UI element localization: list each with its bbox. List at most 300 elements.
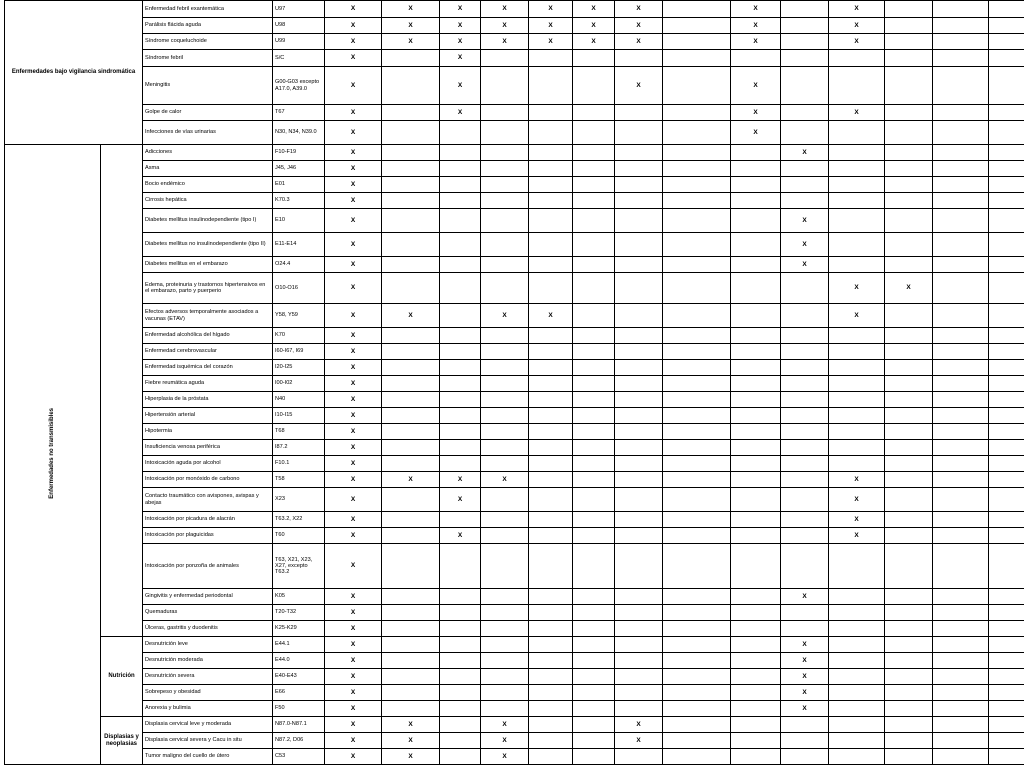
mark-cell (382, 360, 440, 376)
x-mark: X (573, 1, 615, 18)
mark-cell (781, 717, 829, 733)
icd-code-cell: K70 (273, 328, 325, 344)
disease-name-cell: Displasia cervical severa y Cacu in situ (143, 733, 273, 749)
mark-cell (615, 685, 663, 701)
mark-cell (663, 621, 731, 637)
mark-cell (529, 605, 573, 621)
x-mark: X (829, 472, 885, 488)
mark-cell (989, 512, 1024, 528)
mark-cell (731, 472, 781, 488)
x-mark: X (382, 717, 440, 733)
mark-cell (933, 637, 989, 653)
icd-code-cell: X23 (273, 488, 325, 512)
mark-cell (989, 408, 1024, 424)
table-row (5, 749, 1024, 765)
mark-cell (731, 408, 781, 424)
mark-cell (829, 161, 885, 177)
mark-cell (573, 440, 615, 456)
subgroup-empty-cell (101, 145, 143, 637)
mark-cell (663, 121, 731, 145)
mark-cell (529, 637, 573, 653)
mark-cell (885, 177, 933, 193)
mark-cell (781, 512, 829, 528)
mark-cell (382, 273, 440, 304)
mark-cell (933, 392, 989, 408)
table-row (5, 34, 1024, 50)
x-mark: X (382, 472, 440, 488)
mark-cell (382, 376, 440, 392)
mark-cell (573, 605, 615, 621)
x-mark: X (615, 67, 663, 105)
x-mark: X (325, 376, 382, 392)
mark-cell (989, 376, 1024, 392)
mark-cell (829, 392, 885, 408)
x-mark: X (325, 669, 382, 685)
mark-cell (663, 528, 731, 544)
mark-cell (885, 145, 933, 161)
mark-cell (933, 121, 989, 145)
x-mark: X (325, 701, 382, 717)
mark-cell (440, 392, 481, 408)
mark-cell (885, 328, 933, 344)
mark-cell (481, 273, 529, 304)
mark-cell (989, 605, 1024, 621)
mark-cell (933, 733, 989, 749)
mark-cell (663, 50, 731, 67)
mark-cell (529, 669, 573, 685)
table-row (5, 733, 1024, 749)
mark-cell (731, 257, 781, 273)
mark-cell (440, 701, 481, 717)
mark-cell (731, 733, 781, 749)
x-mark: X (829, 528, 885, 544)
table-row (5, 605, 1024, 621)
x-mark: X (885, 273, 933, 304)
disease-surveillance-table (4, 0, 1024, 765)
mark-cell (885, 621, 933, 637)
x-mark: X (481, 34, 529, 50)
mark-cell (885, 528, 933, 544)
mark-cell (615, 161, 663, 177)
disease-name-cell: Úlceras, gastritis y duodenitis (143, 621, 273, 637)
x-mark: X (440, 50, 481, 67)
mark-cell (829, 685, 885, 701)
mark-cell (989, 1, 1024, 18)
table-row (5, 653, 1024, 669)
mark-cell (885, 685, 933, 701)
icd-code-cell: N40 (273, 392, 325, 408)
mark-cell (663, 424, 731, 440)
mark-cell (829, 360, 885, 376)
x-mark: X (440, 67, 481, 105)
mark-cell (781, 18, 829, 34)
x-mark: X (440, 18, 481, 34)
mark-cell (529, 528, 573, 544)
mark-cell (573, 304, 615, 328)
mark-cell (989, 360, 1024, 376)
mark-cell (731, 701, 781, 717)
disease-name-cell: Enfermedad alcohólica del hígado (143, 328, 273, 344)
mark-cell (731, 440, 781, 456)
mark-cell (933, 105, 989, 121)
x-mark: X (325, 121, 382, 145)
mark-cell (529, 456, 573, 472)
mark-cell (933, 408, 989, 424)
mark-cell (829, 621, 885, 637)
mark-cell (731, 456, 781, 472)
disease-name-cell: Desnutrición moderada (143, 653, 273, 669)
disease-name-cell: Diabetes mellitus no insulinodependiente (tipo II) (143, 233, 273, 257)
table-row (5, 456, 1024, 472)
mark-cell (885, 544, 933, 589)
table-row (5, 193, 1024, 209)
mark-cell (731, 392, 781, 408)
mark-cell (663, 233, 731, 257)
mark-cell (989, 528, 1024, 544)
mark-cell (440, 257, 481, 273)
mark-cell (933, 749, 989, 765)
mark-cell (885, 392, 933, 408)
icd-code-cell: K25-K29 (273, 621, 325, 637)
mark-cell (481, 376, 529, 392)
mark-cell (989, 257, 1024, 273)
mark-cell (885, 67, 933, 105)
disease-name-cell: Fiebre reumática aguda (143, 376, 273, 392)
disease-name-cell: Diabetes mellitus insulinodependiente (tipo I) (143, 209, 273, 233)
mark-cell (382, 685, 440, 701)
mark-cell (663, 67, 731, 105)
x-mark: X (781, 637, 829, 653)
x-mark: X (325, 528, 382, 544)
mark-cell (481, 653, 529, 669)
mark-cell (481, 424, 529, 440)
mark-cell (731, 424, 781, 440)
mark-cell (615, 121, 663, 145)
x-mark: X (781, 257, 829, 273)
icd-code-cell: E11-E14 (273, 233, 325, 257)
x-mark: X (615, 733, 663, 749)
mark-cell (731, 637, 781, 653)
mark-cell (885, 376, 933, 392)
icd-code-cell: I00-I02 (273, 376, 325, 392)
mark-cell (933, 257, 989, 273)
mark-cell (615, 653, 663, 669)
mark-cell (781, 488, 829, 512)
mark-cell (573, 717, 615, 733)
mark-cell (829, 233, 885, 257)
table-row (5, 344, 1024, 360)
x-mark: X (440, 1, 481, 18)
mark-cell (615, 488, 663, 512)
mark-cell (781, 376, 829, 392)
mark-cell (615, 209, 663, 233)
mark-cell (529, 440, 573, 456)
icd-code-cell: K05 (273, 589, 325, 605)
table-row (5, 360, 1024, 376)
mark-cell (885, 653, 933, 669)
x-mark: X (325, 424, 382, 440)
mark-cell (933, 701, 989, 717)
icd-code-cell: F50 (273, 701, 325, 717)
table-row (5, 67, 1024, 105)
mark-cell (481, 121, 529, 145)
x-mark: X (325, 456, 382, 472)
mark-cell (933, 161, 989, 177)
mark-cell (885, 424, 933, 440)
icd-code-cell: Y58, Y59 (273, 304, 325, 328)
mark-cell (781, 304, 829, 328)
mark-cell (440, 733, 481, 749)
table-row (5, 717, 1024, 733)
mark-cell (663, 257, 731, 273)
mark-cell (615, 328, 663, 344)
mark-cell (885, 717, 933, 733)
disease-name-cell: Asma (143, 161, 273, 177)
mark-cell (529, 544, 573, 589)
mark-cell (440, 344, 481, 360)
disease-name-cell: Edema, proteinuria y trastornos hipertensivos en el embarazo, parto y puerperio (143, 273, 273, 304)
mark-cell (781, 472, 829, 488)
icd-code-cell: O10-O16 (273, 273, 325, 304)
mark-cell (440, 273, 481, 304)
mark-cell (781, 424, 829, 440)
mark-cell (933, 34, 989, 50)
mark-cell (989, 145, 1024, 161)
mark-cell (731, 605, 781, 621)
mark-cell (933, 273, 989, 304)
mark-cell (573, 589, 615, 605)
icd-code-cell: F10-F19 (273, 145, 325, 161)
mark-cell (731, 717, 781, 733)
mark-cell (663, 669, 731, 685)
mark-cell (933, 145, 989, 161)
table-row (5, 392, 1024, 408)
mark-cell (529, 233, 573, 257)
mark-cell (440, 621, 481, 637)
mark-cell (382, 257, 440, 273)
mark-cell (731, 193, 781, 209)
mark-cell (382, 67, 440, 105)
mark-cell (529, 257, 573, 273)
x-mark: X (829, 34, 885, 50)
mark-cell (663, 733, 731, 749)
mark-cell (440, 145, 481, 161)
mark-cell (382, 528, 440, 544)
mark-cell (382, 161, 440, 177)
mark-cell (573, 193, 615, 209)
table-row (5, 528, 1024, 544)
disease-name-cell: Contacto traumático con avispones, avispas y abejas (143, 488, 273, 512)
disease-name-cell: Intoxicación aguda por alcohol (143, 456, 273, 472)
mark-cell (933, 589, 989, 605)
mark-cell (615, 621, 663, 637)
mark-cell (615, 392, 663, 408)
mark-cell (481, 193, 529, 209)
disease-name-cell: Enfermedad cerebrovascular (143, 344, 273, 360)
x-mark: X (325, 161, 382, 177)
mark-cell (731, 589, 781, 605)
mark-cell (663, 105, 731, 121)
mark-cell (933, 544, 989, 589)
mark-cell (663, 605, 731, 621)
mark-cell (663, 304, 731, 328)
group-label-vertical-cell (5, 145, 101, 765)
disease-name-cell: Quemaduras (143, 605, 273, 621)
mark-cell (885, 344, 933, 360)
mark-cell (615, 512, 663, 528)
mark-cell (481, 145, 529, 161)
x-mark: X (781, 653, 829, 669)
mark-cell (481, 528, 529, 544)
mark-cell (573, 621, 615, 637)
mark-cell (781, 344, 829, 360)
mark-cell (731, 653, 781, 669)
x-mark: X (325, 344, 382, 360)
x-mark: X (529, 18, 573, 34)
mark-cell (663, 392, 731, 408)
mark-cell (989, 685, 1024, 701)
x-mark: X (481, 717, 529, 733)
mark-cell (885, 669, 933, 685)
mark-cell (481, 456, 529, 472)
x-mark: X (325, 544, 382, 589)
x-mark: X (325, 257, 382, 273)
mark-cell (989, 193, 1024, 209)
table-row (5, 440, 1024, 456)
mark-cell (781, 161, 829, 177)
mark-cell (382, 589, 440, 605)
x-mark: X (781, 701, 829, 717)
icd-code-cell: U98 (273, 18, 325, 34)
mark-cell (615, 424, 663, 440)
mark-cell (933, 653, 989, 669)
mark-cell (573, 424, 615, 440)
mark-cell (615, 528, 663, 544)
mark-cell (573, 528, 615, 544)
x-mark: X (325, 328, 382, 344)
mark-cell (731, 685, 781, 701)
x-mark: X (481, 18, 529, 34)
mark-cell (663, 360, 731, 376)
x-mark: X (481, 1, 529, 18)
icd-code-cell: I20-I25 (273, 360, 325, 376)
mark-cell (382, 621, 440, 637)
disease-name-cell: Desnutrición leve (143, 637, 273, 653)
icd-code-cell: N87.0-N87.1 (273, 717, 325, 733)
mark-cell (663, 488, 731, 512)
mark-cell (382, 193, 440, 209)
icd-code-cell: E40-E43 (273, 669, 325, 685)
mark-cell (573, 544, 615, 589)
mark-cell (663, 209, 731, 233)
table-row (5, 488, 1024, 512)
mark-cell (989, 637, 1024, 653)
mark-cell (829, 209, 885, 233)
mark-cell (731, 544, 781, 589)
disease-name-cell: Parálisis flácida aguda (143, 18, 273, 34)
table-row (5, 328, 1024, 344)
mark-cell (615, 304, 663, 328)
mark-cell (989, 161, 1024, 177)
table-row (5, 209, 1024, 233)
mark-cell (885, 605, 933, 621)
mark-cell (781, 408, 829, 424)
mark-cell (615, 145, 663, 161)
mark-cell (481, 50, 529, 67)
mark-cell (615, 589, 663, 605)
mark-cell (529, 50, 573, 67)
mark-cell (933, 488, 989, 512)
mark-cell (933, 472, 989, 488)
x-mark: X (325, 653, 382, 669)
mark-cell (731, 304, 781, 328)
mark-cell (933, 717, 989, 733)
mark-cell (731, 512, 781, 528)
table-row (5, 145, 1024, 161)
x-mark: X (382, 1, 440, 18)
mark-cell (781, 121, 829, 145)
mark-cell (933, 456, 989, 472)
mark-cell (731, 749, 781, 765)
mark-cell (529, 408, 573, 424)
mark-cell (781, 273, 829, 304)
mark-cell (440, 589, 481, 605)
mark-cell (440, 669, 481, 685)
mark-cell (989, 717, 1024, 733)
mark-cell (663, 701, 731, 717)
mark-cell (481, 637, 529, 653)
mark-cell (885, 408, 933, 424)
mark-cell (529, 209, 573, 233)
subgroup-label: Nutrición (101, 637, 143, 717)
mark-cell (731, 621, 781, 637)
x-mark: X (325, 408, 382, 424)
x-mark: X (325, 1, 382, 18)
mark-cell (440, 233, 481, 257)
mark-cell (885, 233, 933, 257)
x-mark: X (829, 488, 885, 512)
x-mark: X (529, 304, 573, 328)
mark-cell (989, 456, 1024, 472)
mark-cell (382, 669, 440, 685)
table-row (5, 121, 1024, 145)
icd-code-cell: E66 (273, 685, 325, 701)
mark-cell (481, 209, 529, 233)
mark-cell (529, 105, 573, 121)
mark-cell (382, 344, 440, 360)
icd-code-cell: O24.4 (273, 257, 325, 273)
mark-cell (440, 376, 481, 392)
mark-cell (573, 105, 615, 121)
table-row (5, 161, 1024, 177)
mark-cell (989, 34, 1024, 50)
subgroup-label: Displasias y neoplasias (101, 717, 143, 765)
disease-name-cell: Bocio endémico (143, 177, 273, 193)
mark-cell (573, 669, 615, 685)
mark-cell (989, 121, 1024, 145)
x-mark: X (781, 233, 829, 257)
mark-cell (573, 392, 615, 408)
icd-code-cell: C53 (273, 749, 325, 765)
icd-code-cell: I87.2 (273, 440, 325, 456)
mark-cell (481, 344, 529, 360)
mark-cell (933, 605, 989, 621)
mark-cell (885, 257, 933, 273)
mark-cell (989, 50, 1024, 67)
x-mark: X (440, 105, 481, 121)
mark-cell (663, 637, 731, 653)
mark-cell (663, 328, 731, 344)
